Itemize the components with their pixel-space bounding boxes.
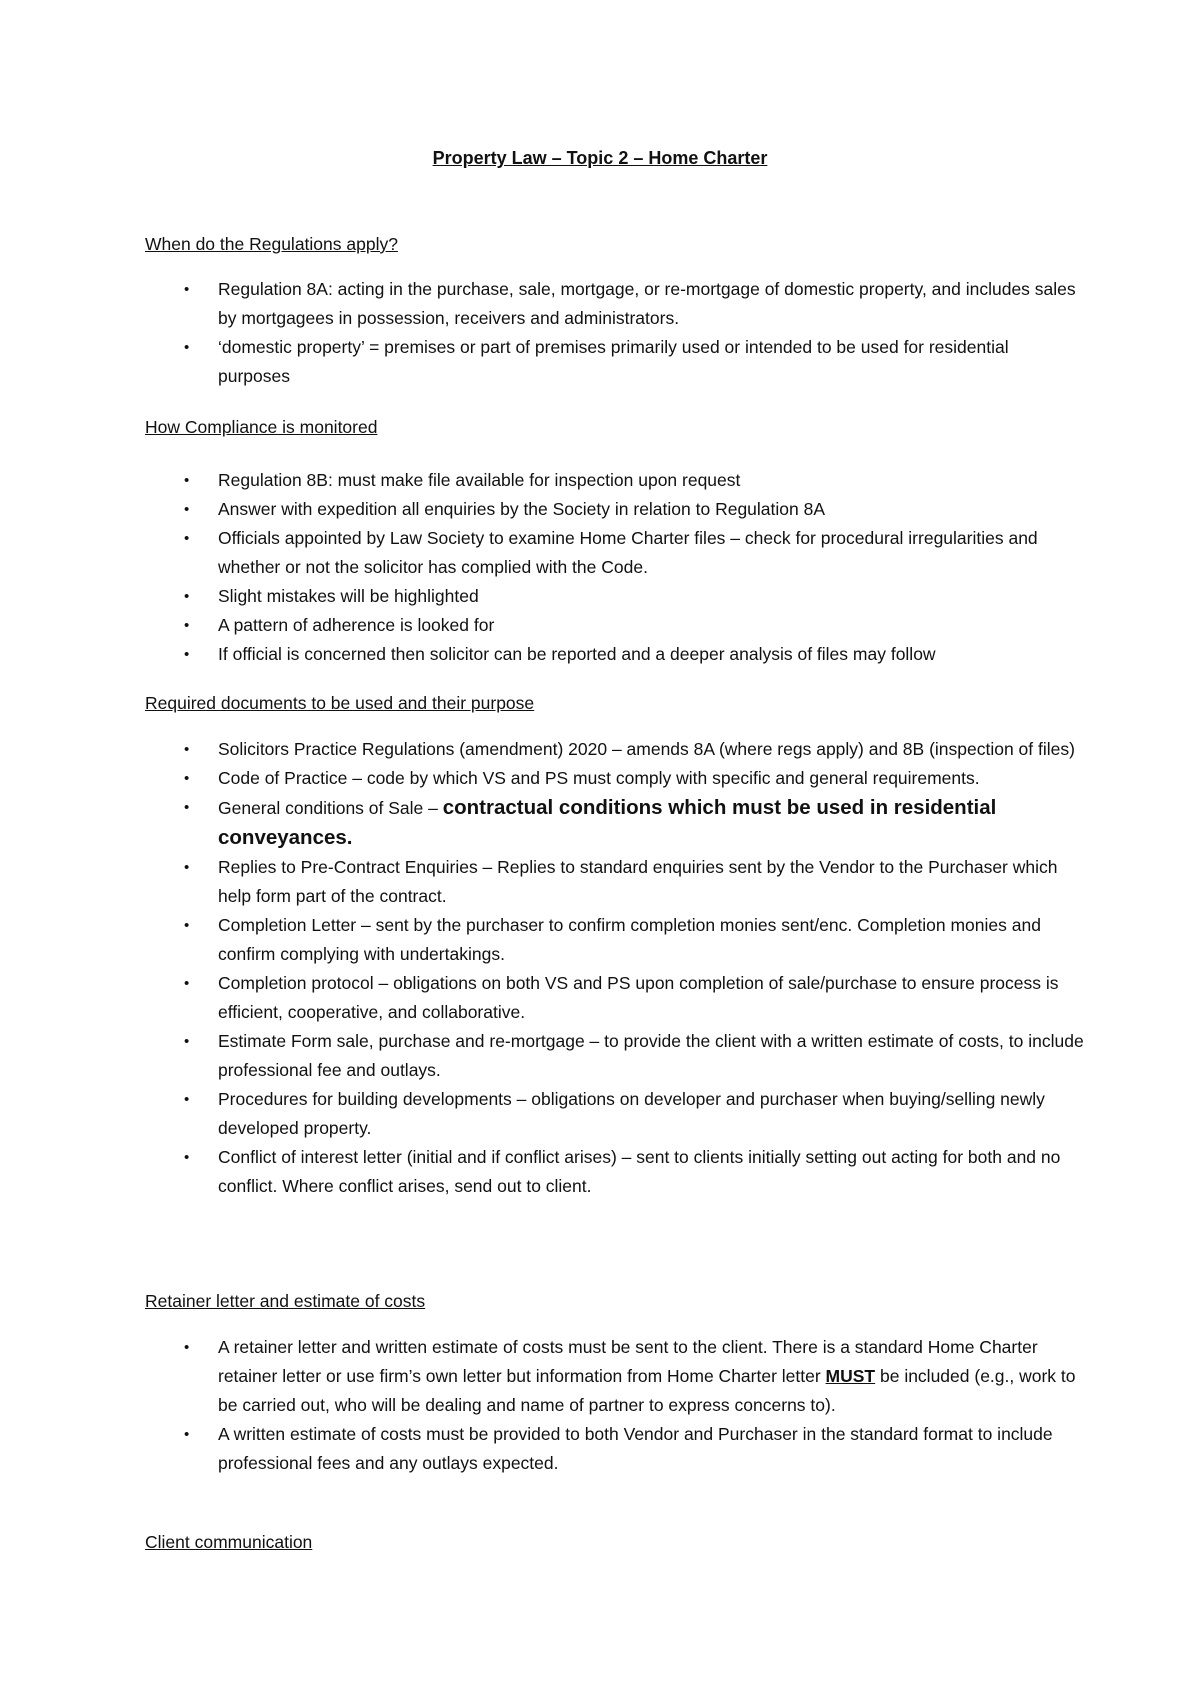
- bullet-icon: •: [184, 741, 190, 758]
- list-item-text: Officials appointed by Law Society to examine Home Charter files – check for procedural irregularities and whether or not the solicitor has complied with the Code.: [218, 528, 1038, 577]
- list-item: [145, 466, 1085, 495]
- bullet-icon: •: [184, 646, 190, 663]
- list-required-documents: [145, 735, 1085, 1201]
- bullet-icon: •: [184, 799, 190, 816]
- bullet-icon: •: [184, 1033, 190, 1050]
- list-item-text: Procedures for building developments – obligations on developer and purchaser when buying/selling newly developed property.: [218, 1089, 1045, 1138]
- list-item: [145, 735, 1085, 764]
- list-item: [145, 911, 1085, 969]
- list-item: [145, 764, 1085, 793]
- bullet-icon: •: [184, 339, 190, 356]
- list-item: [145, 611, 1085, 640]
- list-item-text: If official is concerned then solicitor can be reported and a deeper analysis of files may follow: [218, 644, 936, 664]
- section-heading-required-documents: Required documents to be used and their purpose: [145, 693, 535, 713]
- list-item: [145, 1333, 1085, 1420]
- page-title: Property Law – Topic 2 – Home Charter: [432, 148, 768, 168]
- list-item: [145, 495, 1085, 524]
- list-item: [145, 333, 1085, 391]
- list-item: [145, 582, 1085, 611]
- list-item-text: Estimate Form sale, purchase and re-mortgage – to provide the client with a written estimate of costs, to include professional fee and outlays.: [218, 1031, 1084, 1080]
- list-item-text: Answer with expedition all enquiries by the Society in relation to Regulation 8A: [218, 499, 826, 519]
- list-item-text: Regulation 8B: must make file available for inspection upon request: [218, 470, 741, 490]
- list-item-text: be included (e.g., work to be carried out, who will be dealing and name of partner to express concerns to).: [218, 1366, 1076, 1415]
- list-regulations-apply: [145, 275, 1085, 391]
- bullet-icon: •: [184, 770, 190, 787]
- list-item-text: ‘domestic property’ = premises or part of premises primarily used or intended to be used for residential purposes: [218, 337, 1009, 386]
- list-item: [145, 1085, 1085, 1143]
- bullet-icon: •: [184, 588, 190, 605]
- list-retainer-letter: [145, 1333, 1085, 1478]
- bullet-icon: •: [184, 472, 190, 489]
- list-item-text: Code of Practice – code by which VS and PS must comply with specific and general requirements.: [218, 768, 980, 788]
- list-item-text: A pattern of adherence is looked for: [218, 615, 495, 635]
- bullet-icon: •: [184, 917, 190, 934]
- list-item-text: Slight mistakes will be highlighted: [218, 586, 479, 606]
- list-item-emphasis: contractual conditions which must be used in residential conveyances.: [218, 796, 997, 849]
- bullet-icon: •: [184, 617, 190, 634]
- list-compliance-monitored: [145, 466, 1085, 669]
- list-item: [145, 1027, 1085, 1085]
- list-item: [145, 853, 1085, 911]
- list-item: [145, 524, 1085, 582]
- section-heading-retainer-letter: Retainer letter and estimate of costs: [145, 1291, 426, 1311]
- list-item-text: Completion protocol – obligations on both VS and PS upon completion of sale/purchase to ensure process is efficient, cooperative, and collaborative.: [218, 973, 1059, 1022]
- bullet-icon: •: [184, 975, 190, 992]
- bullet-icon: •: [184, 281, 190, 298]
- list-item-text: Conflict of interest letter (initial and if conflict arises) – sent to clients initially setting out acting for both and no conflict. Where conflict arises, send out to client.: [218, 1147, 1061, 1196]
- list-item: [145, 793, 1085, 853]
- list-item-text: A retainer letter and written estimate of costs must be sent to the client. There is a standard Home Charter retainer letter or use firm’s own letter but information from Home Charter letter: [218, 1337, 1038, 1386]
- bullet-icon: •: [184, 1149, 190, 1166]
- section-heading-compliance-monitored: How Compliance is monitored: [145, 417, 378, 437]
- list-item: [145, 640, 1085, 669]
- list-item-text: Regulation 8A: acting in the purchase, sale, mortgage, or re-mortgage of domestic property, and includes sales by mortgagees in possession, receivers and administrators.: [218, 279, 1076, 328]
- list-item: [145, 1143, 1085, 1201]
- list-item-text: A written estimate of costs must be provided to both Vendor and Purchaser in the standard format to include professional fees and any outlays expected.: [218, 1424, 1053, 1473]
- list-item-must: MUST: [825, 1366, 876, 1386]
- list-item: [145, 275, 1085, 333]
- list-item-text: Completion Letter – sent by the purchaser to confirm completion monies sent/enc. Completion monies and confirm complying with undertakings.: [218, 915, 1041, 964]
- section-heading-regulations-apply: When do the Regulations apply?: [145, 234, 398, 254]
- bullet-icon: •: [184, 1339, 190, 1356]
- list-item: [145, 1420, 1085, 1478]
- bullet-icon: •: [184, 501, 190, 518]
- bullet-icon: •: [184, 1426, 190, 1443]
- list-item-text: Replies to Pre-Contract Enquiries – Replies to standard enquiries sent by the Vendor to the Purchaser which help form part of the contract.: [218, 857, 1058, 906]
- bullet-icon: •: [184, 1091, 190, 1108]
- section-heading-client-communication: Client communication: [145, 1532, 313, 1552]
- list-item-text: General conditions of Sale –: [218, 798, 443, 818]
- list-item: [145, 969, 1085, 1027]
- list-item-text: Solicitors Practice Regulations (amendment) 2020 – amends 8A (where regs apply) and 8B (inspection of files): [218, 739, 1075, 759]
- bullet-icon: •: [184, 859, 190, 876]
- bullet-icon: •: [184, 530, 190, 547]
